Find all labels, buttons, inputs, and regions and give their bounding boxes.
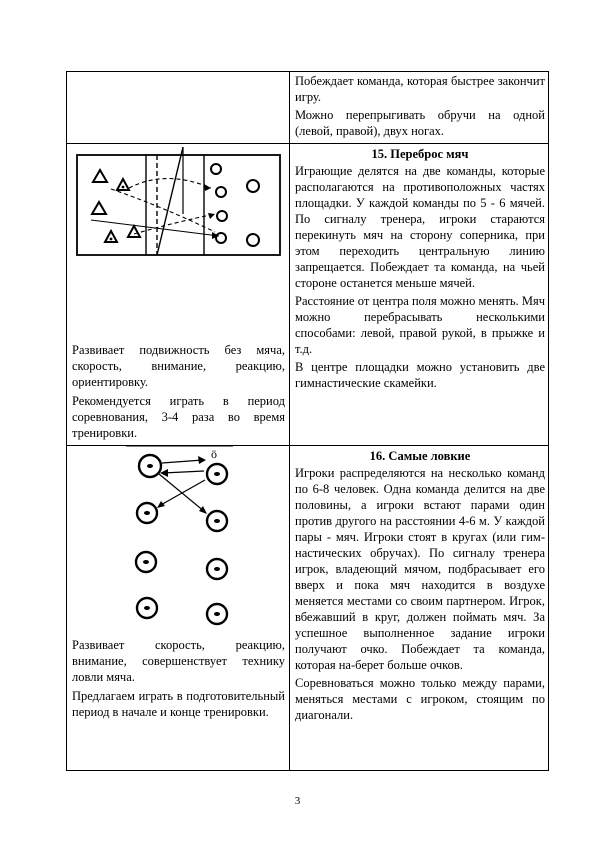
row3-left-paragraph-1: Развивает скорость, реакцию, внимание, совершенствует технику ловли мяча. xyxy=(72,638,285,684)
row2-right-paragraph-1: Играющие делятся на две команды, которые располагаются на противоположных частях площадки. У каждой команды по 5 - 6 мячей. По сигналу тренера, игроки стараются перекинуть мяч на сторону соперника, при этом переходить центральную линию запрещается. Побеждает та команда, на чьей стороне останется меньше мячей. xyxy=(295,164,545,290)
game-16-title: 16. Самые ловкие xyxy=(369,449,471,463)
row3-left-paragraph-2: Предлагаем играть в подготовительный период в начале и конце тренировки. xyxy=(72,689,285,719)
game-15-title: 15. Переброс мяч xyxy=(371,147,469,161)
row2-left-paragraph-2: Рекомендуется играть в период соревнования, 3-4 раза во время тренировки. xyxy=(72,394,285,440)
row3-left-cell xyxy=(67,446,290,771)
pairs-diagram xyxy=(71,446,286,631)
svg-text:ö: ö xyxy=(210,447,217,461)
row2-right-paragraph-2: Расстояние от центра поля можно менять. Мяч можно перебрасывать несколькими способами: левой, правой рукой, в прыжке и т.д. xyxy=(295,294,545,356)
games-table xyxy=(66,71,549,771)
row1-right-cell xyxy=(290,72,549,144)
row3-right-paragraph-1: Игроки распределяются на несколько команд по 6-8 человек. Одна команда делится на две половины, а игроки встают парами один против другого на расстоянии 4-6 м. У каждой пары - мяч. Игроки стоят в кругах (или гим-настических обручах). По сигналу тренера игрок, владеющий мячом, подбрасывает его вверх и пока мяч находится в воздухе меняется местами со своим партнером. Игрок, вбежавший в круг, должен поймать мяч. За успешное выполненное задание игроки получают очко. Побеждает та команда, которая на-берет больше очков. xyxy=(295,466,545,672)
row2-left-paragraph-1: Развивает подвижность без мяча, скорость, внимание, реакцию, ориентировку. xyxy=(72,343,285,389)
field-diagram xyxy=(71,144,286,276)
row3-right-paragraph-2: Соревноваться можно только между парами, меняться местами с игроком, стоящим по диагонали. xyxy=(295,676,545,722)
row1-left-cell xyxy=(67,72,290,144)
page-number: 3 xyxy=(294,795,301,807)
row2-right-paragraph-3: В центре площадки можно установить две гимнастические скамейки. xyxy=(295,360,545,390)
row3-right-cell xyxy=(290,446,549,771)
row1-paragraph-1: Побеждает команда, которая быстрее закончит игру. xyxy=(295,74,545,104)
table-row xyxy=(67,72,549,144)
row1-paragraph-2: Можно перепрыгивать обручи на одной (левой, правой), двух ногах. xyxy=(295,108,545,138)
row2-right-cell xyxy=(290,144,549,446)
table-row xyxy=(67,144,549,446)
table-row xyxy=(67,446,549,771)
row2-left-cell xyxy=(67,144,290,446)
